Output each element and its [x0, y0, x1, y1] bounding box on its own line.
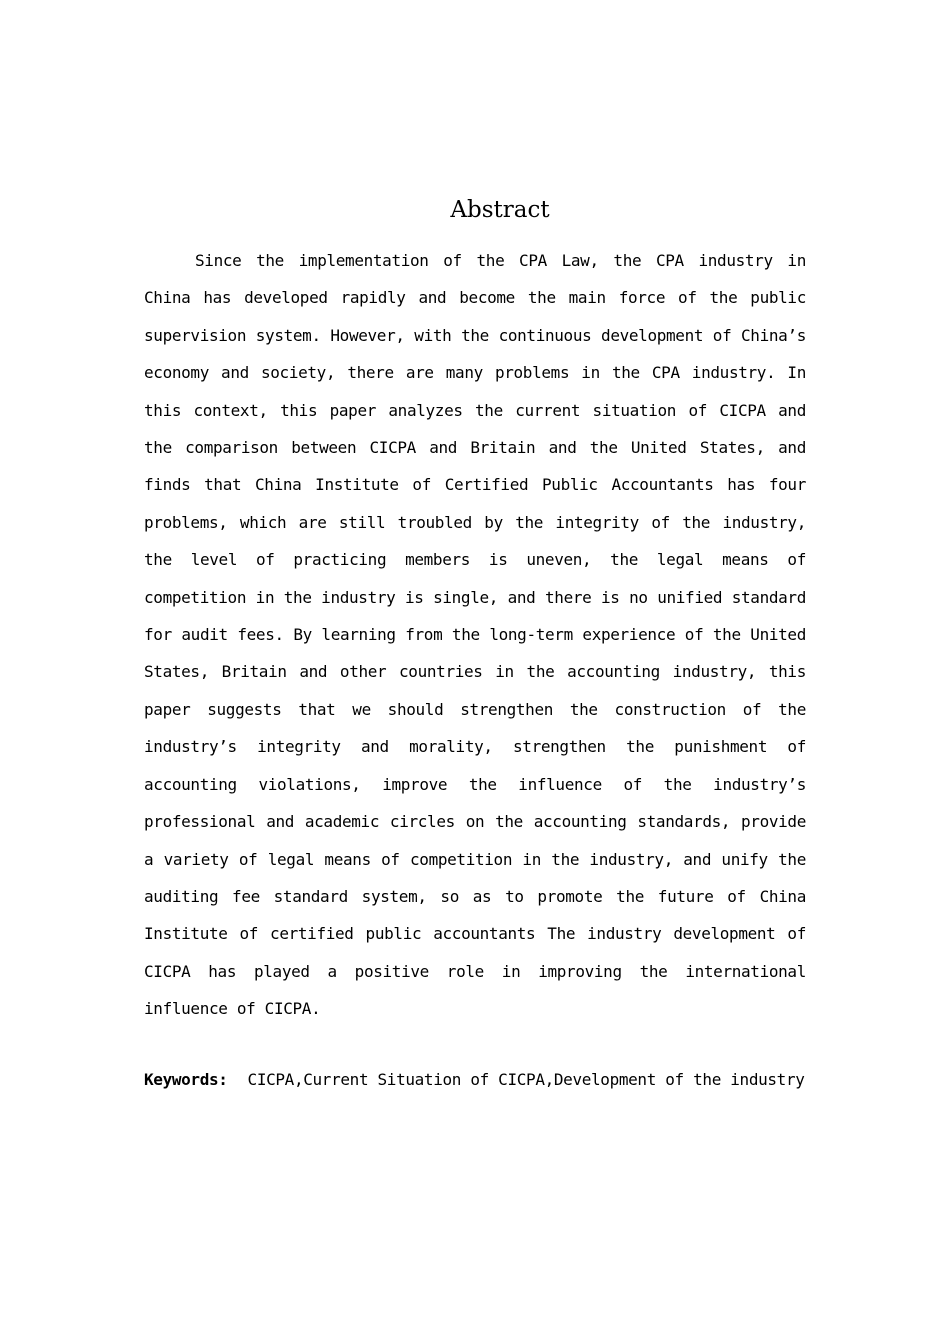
abstract-body: Since the implementation of the CPA Law, the CPA industry in China has developed rapidly and become the main force of the public supervision system. However, with the continuous development of China’s economy and society, there are many problems in the CPA industry. In this context, this paper analyzes the current situation of CICPA and the comparison between CICPA and Britain and the United States, and finds that China Institute of Certified Public Accountants has four problems, which are still troubled by the integrity of the industry, the level of practicing members is uneven, the legal means of competition in the industry is single, and there is no unified standard for audit fees. By learning from the long-term experience of the United States, Britain and other countries in the accounting industry, this paper suggests that we should strengthen the construction of the industry’s integrity and morality, strengthen the punishment of accounting violations, improve the influence of the industry’s professional and academic circles on the accounting standards, provide a variety of legal means of competition in the industry, and unify the auditing fee standard system, so as to promote the future of China Institute of certified public accountants The industry development of CICPA has played a positive role in improving the international influence of CICPA.	[144, 251, 806, 1019]
keywords-label: Keywords:	[144, 1070, 228, 1089]
keywords-text: CICPA,Current Situation of CICPA,Development of the industry	[247, 1070, 805, 1089]
keywords-line	[144, 1061, 806, 1098]
abstract-title: Abstract	[450, 197, 550, 223]
